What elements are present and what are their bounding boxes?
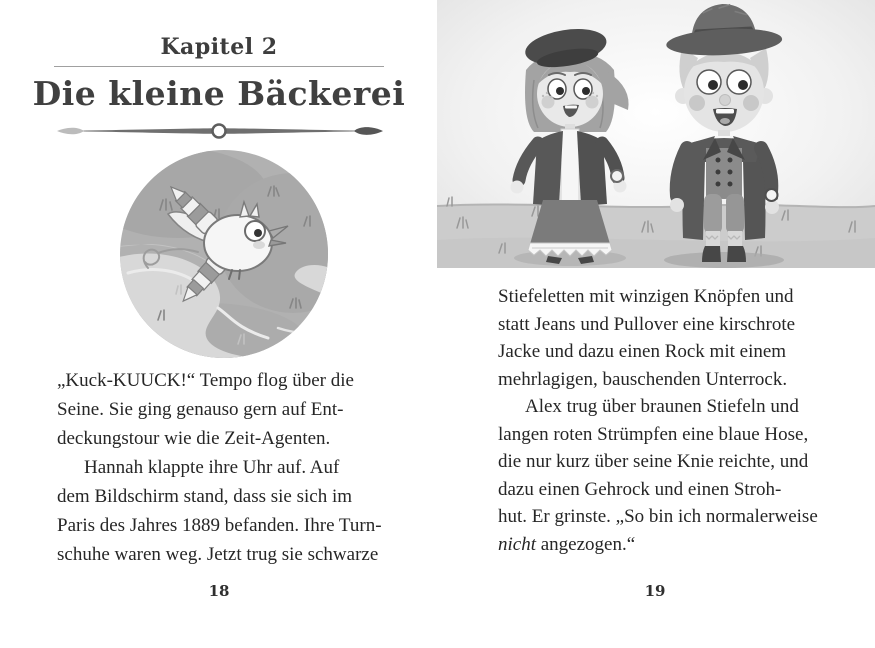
text-line: dem Bildschirm stand, dass sie sich im [57,486,353,507]
text-line: „Kuck-KUUCK!“ Tempo flog über die [57,370,354,391]
text-line: Seine. Sie ging genauso gern auf Ent- [57,399,344,420]
chapter-label: Kapitel 2 [160,34,278,60]
text-line: langen roten Strümpfen eine blaue Hose, [498,423,809,445]
line-rest: angezogen.“ [536,533,636,555]
chapter-title: Die kleine Bäckerei [32,74,406,113]
right-body-text [498,283,848,558]
text-line: Hannah klappte ihre Uhr auf. Auf [84,457,340,478]
text-line: Stiefeletten mit winzigen Knöpfen und [498,286,794,307]
children-illustration [437,0,875,268]
ornamental-divider-icon [54,120,384,142]
text-line: mehrlagigen, bauschenden Unterrock. [498,368,788,390]
text-line: schuhe waren weg. Jetzt trug sie schwarze [57,544,379,565]
text-line: Paris des Jahres 1889 befanden. Ihre Turn- [57,515,382,536]
page-left [0,0,437,648]
text-line: die nur kurz über seine Knie reichte, und [498,451,809,472]
text-line: deckungstour wie die Zeit-Agenten. [57,428,331,449]
page-right [437,0,875,648]
text-line: Alex trug über braunen Stiefeln und [525,396,799,417]
text-line: Jacke und dazu einen Rock mit einem [498,341,787,362]
text-line-with-italic [498,531,848,559]
text-line: hut. Er grinste. „So bin ich normalerweise [498,506,818,527]
text-line: statt Jeans und Pullover eine kirschrote [498,313,796,335]
chapter-rule-divider [54,66,384,67]
page-number-left: 18 [208,582,230,600]
left-body-text [57,366,393,569]
text-line: dazu einen Gehrock und einen Stroh- [498,478,782,500]
italic-word: nicht [498,533,536,555]
bird-over-river-illustration [118,148,330,360]
page-number-right: 19 [644,582,666,600]
